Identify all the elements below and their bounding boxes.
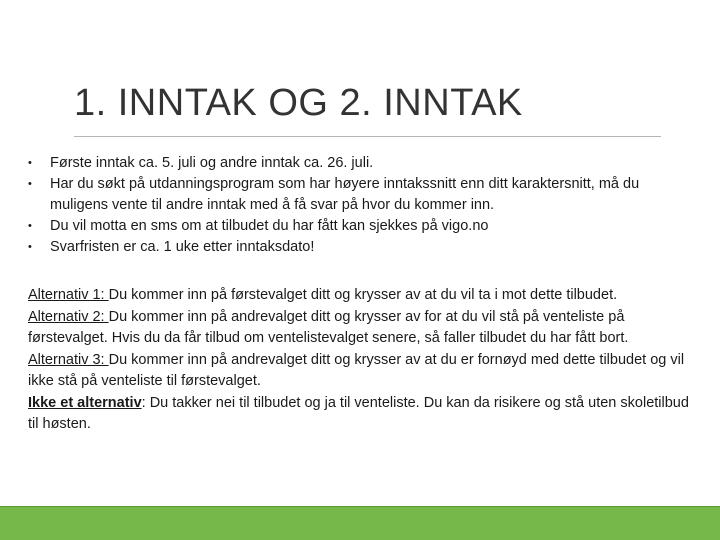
bullet-icon: • — [28, 220, 32, 232]
bullet-icon: • — [28, 241, 32, 253]
bullet-item — [28, 153, 698, 174]
alternative-text: : Du takker nei til tilbudet og ja til venteliste. Du kan da risikere og stå uten skoletilbud til høsten. — [28, 394, 689, 432]
alternative-1 — [28, 285, 696, 307]
alternative-3 — [28, 350, 696, 393]
alternative-text: Du kommer inn på førstevalget ditt og krysser av at du vil ta i mot dette tilbudet. — [108, 287, 618, 303]
bullet-text: Har du søkt på utdanningsprogram som har høyere inntakssnitt enn ditt karaktersnitt, må du muligens vente til andre inntak med å få svar på hvor du kommer inn. — [50, 176, 640, 213]
alternative-label: Alternativ 2: — [28, 308, 109, 325]
alternatives-section — [28, 285, 696, 436]
bullet-icon: • — [28, 157, 32, 169]
alternative-label: Alternativ 3: — [28, 351, 109, 368]
bullet-text: Første inntak ca. 5. juli og andre inntak ca. 26. juli. — [50, 155, 374, 171]
bullet-list — [28, 153, 698, 258]
bullet-item — [28, 237, 698, 258]
bullet-item — [28, 174, 698, 216]
alternative-label: Ikke et alternativ — [28, 394, 142, 411]
bullet-text: Du vil motta en sms om at tilbudet du har fått kan sjekkes på vigo.no — [50, 218, 489, 234]
bullet-icon: • — [28, 178, 32, 190]
alternative-text: Du kommer inn på andrevalget ditt og krysser av for at du vil stå på venteliste på førstevalget. Hvis du da får tilbud om ventelistevalget senere, så faller tilbudet du har fått bort. — [28, 308, 629, 346]
bullet-item — [28, 216, 698, 237]
footer-accent-bar — [0, 506, 720, 540]
not-an-alternative — [28, 393, 696, 436]
bullet-text: Svarfristen er ca. 1 uke etter inntaksdato! — [50, 239, 315, 255]
alternative-2 — [28, 307, 696, 350]
slide-title: 1. INNTAK OG 2. INNTAK — [74, 82, 523, 124]
alternative-label: Alternativ 1: — [28, 287, 109, 303]
title-divider — [74, 136, 661, 137]
alternative-text: Du kommer inn på andrevalget ditt og krysser av at du er fornøyd med dette tilbudet og vil ikke stå på venteliste til førstevalget. — [28, 351, 685, 389]
